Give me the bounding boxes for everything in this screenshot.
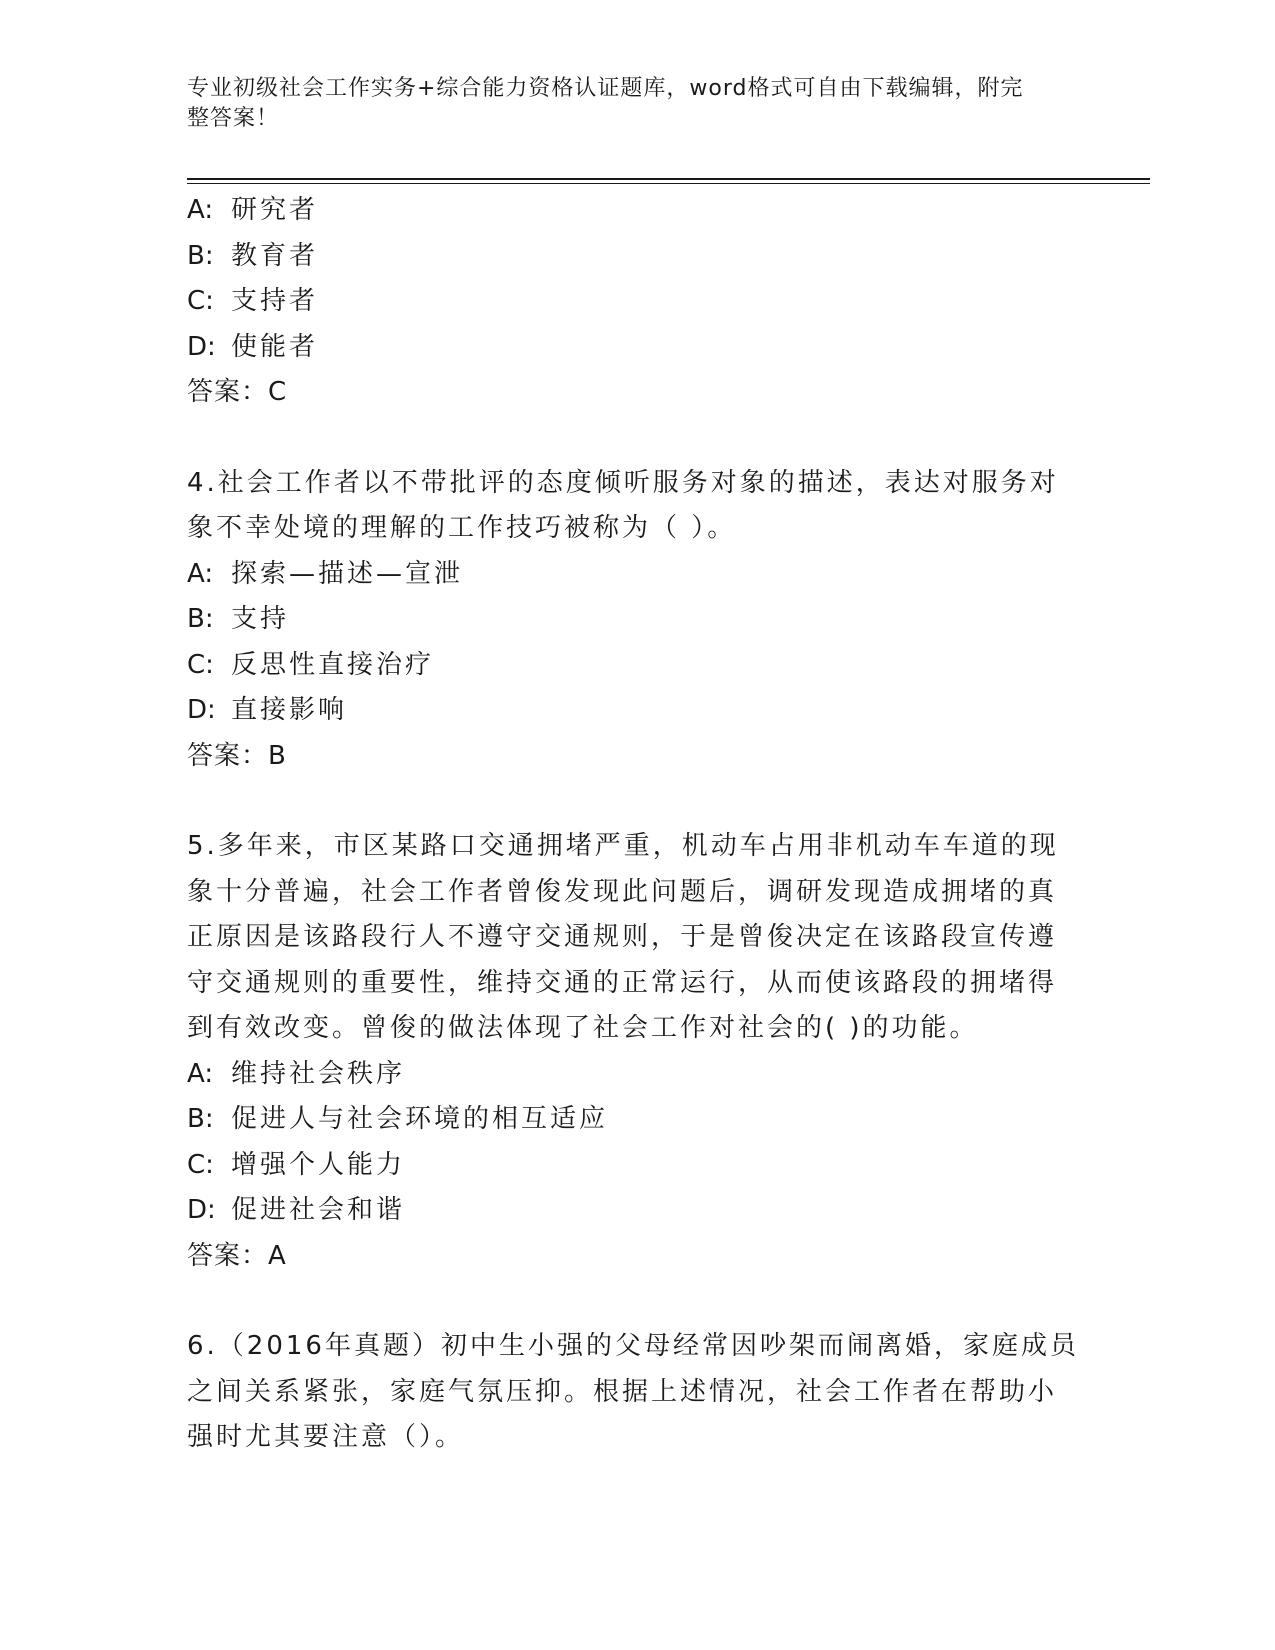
option-b: B: 教育者 [187, 240, 319, 271]
question-stem-line: 6.（2016年真题）初中生小强的父母经常因吵架而闹离婚，家庭成员 [187, 1331, 1079, 1361]
option-c: C: 支持者 [187, 286, 319, 316]
answer: 答案：A [187, 1240, 287, 1271]
question-stem-line: 正原因是该路段行人不遵守交通规则，于是曾俊决定在该路段宣传遵 [187, 922, 1058, 952]
answer: 答案：B [187, 740, 287, 771]
question-stem-line: 之间关系紧张，家庭气氛压抑。根据上述情况，社会工作者在帮助小 [187, 1376, 1058, 1407]
option-a: A: 维持社会秩序 [187, 1058, 406, 1089]
header-rule-thick [187, 178, 1150, 180]
question-5 [187, 824, 1067, 1279]
option-d: D: 促进社会和谐 [187, 1195, 406, 1225]
page-header [187, 74, 1077, 134]
option-b: B: 促进人与社会环境的相互适应 [187, 1104, 609, 1134]
question-6 [187, 1324, 1079, 1461]
question-stem-line: 守交通规则的重要性，维持交通的正常运行，从而使该路段的拥堵得 [187, 967, 1058, 998]
option-d: D: 直接影响 [187, 695, 348, 725]
header-line-2: 整答案！ [187, 106, 280, 131]
question-stem-line: 象十分普遍，社会工作者曾俊发现此问题后，调研发现造成拥堵的真 [187, 876, 1058, 907]
option-a: A: 研究者 [187, 195, 319, 225]
option-c: C: 反思性直接治疗 [187, 649, 435, 680]
question-content [187, 188, 1079, 1461]
header-line-1: 专业初级社会工作实务+综合能力资格认证题库，word格式可自由下载编辑，附完 [187, 76, 1024, 101]
question-stem-line: 5.多年来，市区某路口交通拥堵严重，机动车占用非机动车车道的现 [187, 831, 1059, 861]
question-4 [187, 461, 1067, 780]
answer: 答案：C [187, 377, 288, 407]
question-stem-line: 4.社会工作者以不带批评的态度倾听服务对象的描述，表达对服务对 [187, 467, 1059, 498]
option-d: D: 使能者 [187, 331, 319, 362]
question-stem-line: 到有效改变。曾俊的做法体现了社会工作对社会的( )的功能。 [187, 1013, 979, 1043]
option-a: A: 探索—描述—宣泄 [187, 558, 464, 589]
spacer [187, 779, 1067, 824]
spacer [187, 1279, 1067, 1324]
spacer [187, 416, 1067, 461]
question-stem-line: 象不幸处境的理解的工作技巧被称为（ ）。 [187, 513, 737, 543]
option-b: B: 支持 [187, 604, 290, 634]
header-rule-thin [187, 183, 1150, 184]
question-3 [187, 188, 1067, 416]
option-c: C: 增强个人能力 [187, 1149, 406, 1180]
question-stem-line: 强时尤其要注意（）。 [187, 1422, 465, 1452]
